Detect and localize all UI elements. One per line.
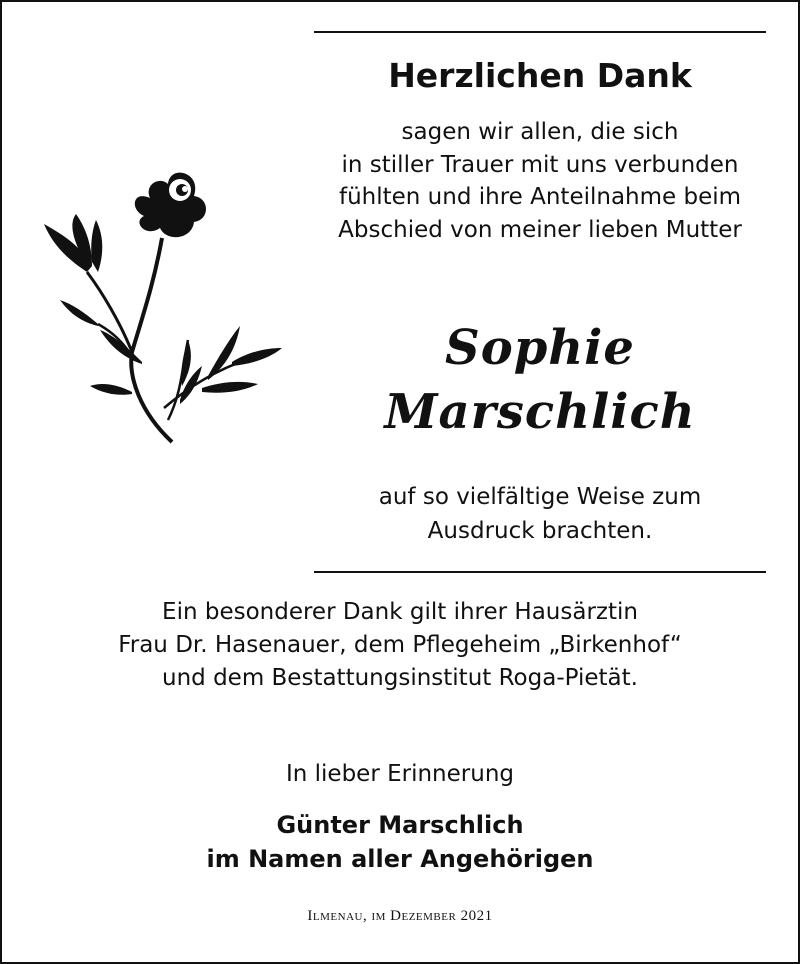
signature-name: Günter Marschlich [276,811,524,839]
intro-line: fühlten und ihre Anteilnahme beim [338,184,742,210]
intro-line: Abschied von meiner lieben Mutter [338,216,742,243]
place-date: Ilmenau, im Dezember 2021 [307,908,493,924]
rose-flower-icon [32,162,292,452]
heading: Herzlichen Dank [388,56,692,95]
deceased-first-name: Sophie [445,320,635,376]
deceased-last-name: Marschlich [384,384,696,440]
thanks-line: und dem Bestattungsinstitut Roga-Pietät. [162,665,638,691]
outro-line: Ausdruck brachten. [427,518,653,544]
intro-line: in stiller Trauer mit uns verbunden [341,151,739,178]
special-thanks [2,596,798,695]
thanks-line: Ein besonderer Dank gilt ihrer Hausärztin [162,599,638,625]
middle-divider [314,571,766,573]
thanks-line: Frau Dr. Hasenauer, dem Pflegeheim „Birkenhof“ [118,632,682,658]
intro-text [314,116,766,246]
remembrance-line: In lieber Erinnerung [285,761,514,787]
signature [2,808,798,876]
outro-line: auf so vielfältige Weise zum [378,484,702,510]
signature-subline: im Namen aller Angehörigen [206,845,594,873]
intro-line: sagen wir allen, die sich [401,119,679,145]
deceased-name [314,316,766,444]
outro-text [314,480,766,548]
top-divider [314,31,766,33]
